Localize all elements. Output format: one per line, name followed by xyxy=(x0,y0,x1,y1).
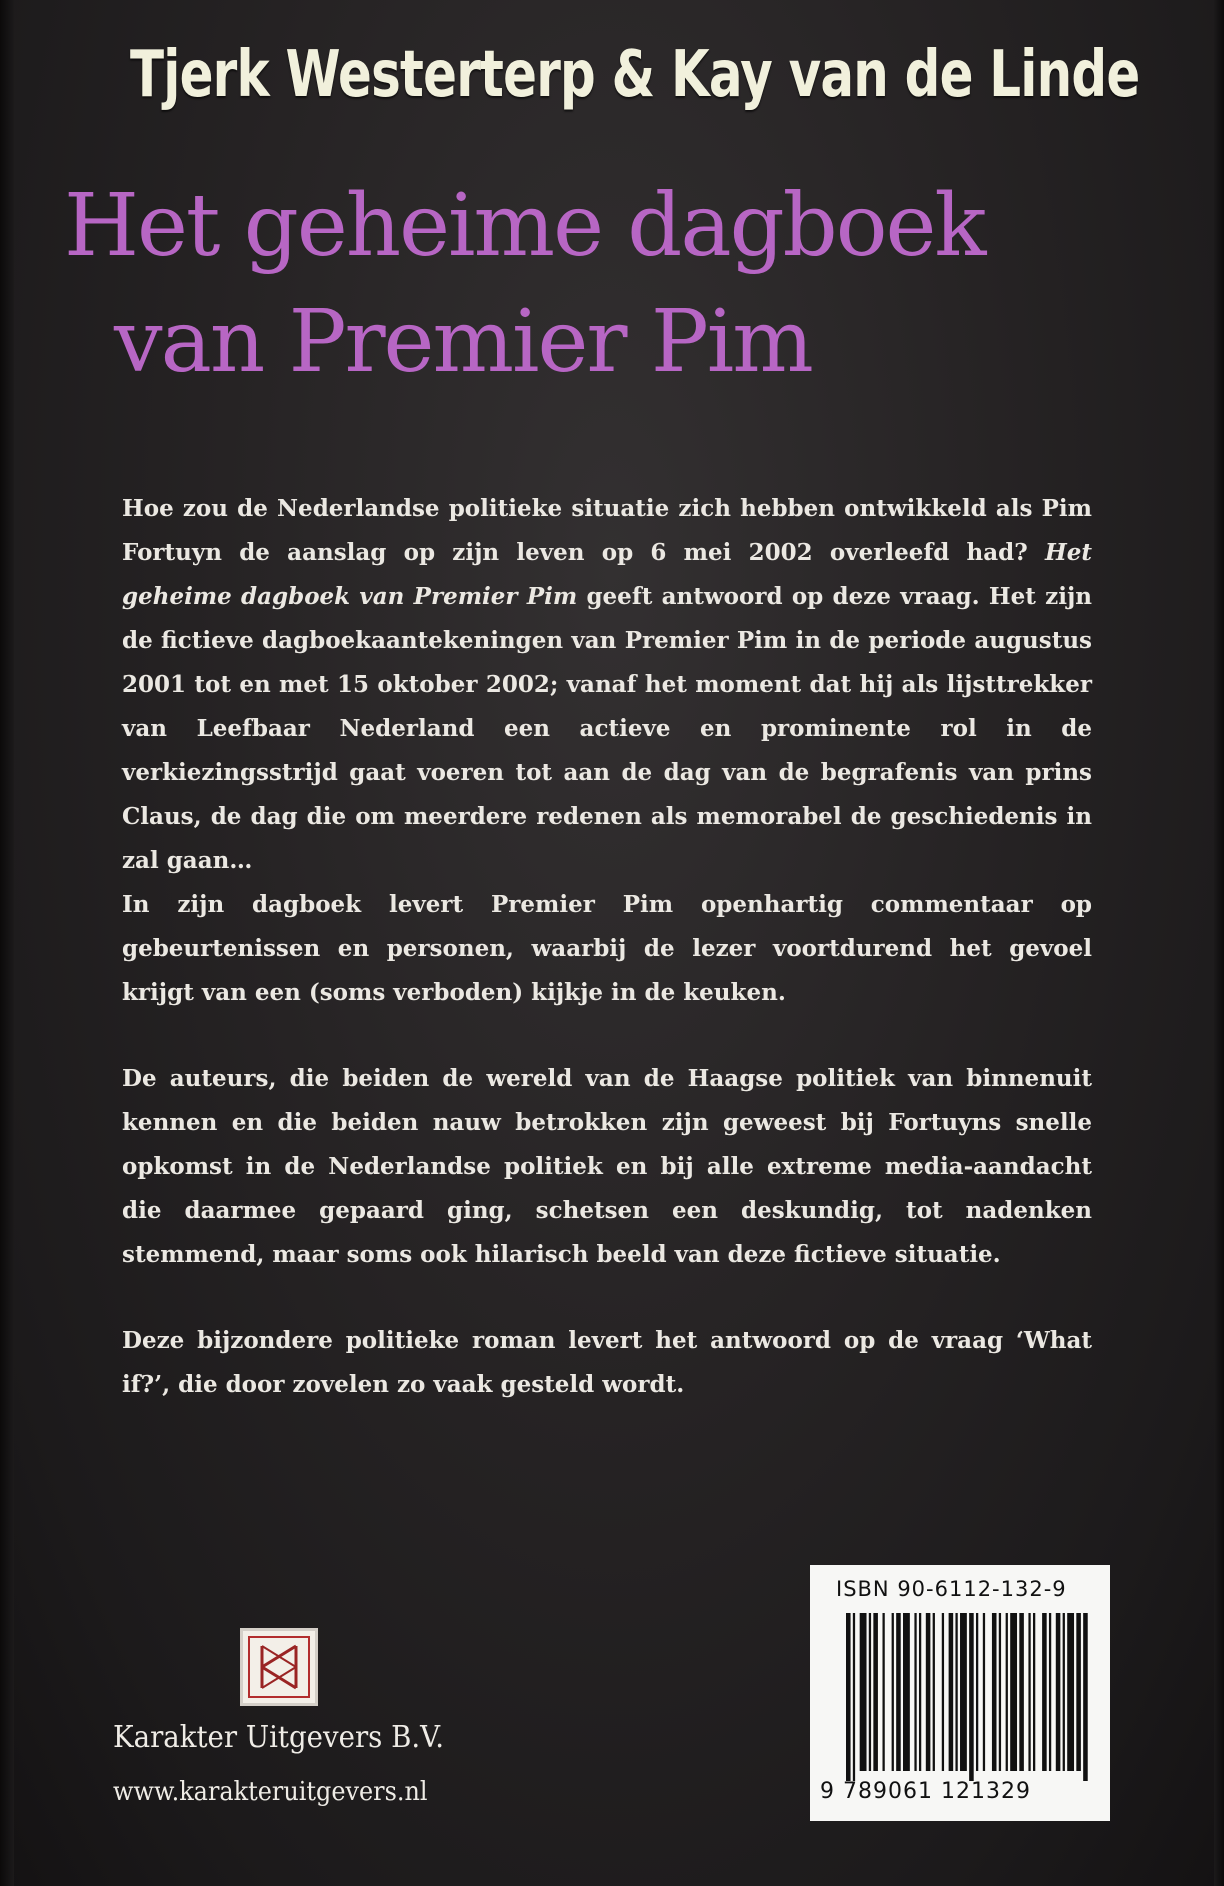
barcode-bar xyxy=(1042,1613,1047,1771)
barcode-bar xyxy=(873,1613,878,1771)
barcode-bar xyxy=(1083,1613,1088,1781)
barcode-bar xyxy=(1049,1613,1051,1771)
barcode-bar xyxy=(1063,1613,1065,1771)
barcode-bar xyxy=(903,1613,910,1771)
blurb xyxy=(122,487,1092,1449)
barcode-bar xyxy=(942,1613,944,1771)
cover-right-edge xyxy=(1214,0,1224,1886)
barcode-bar xyxy=(949,1613,954,1771)
barcode-bar xyxy=(896,1613,901,1771)
barcode-bar xyxy=(1019,1613,1024,1771)
barcode-bar xyxy=(869,1613,871,1771)
barcode-bar xyxy=(860,1613,867,1771)
barcode-bar xyxy=(955,1613,957,1771)
book-title-line-1: Het geheime dagboek xyxy=(64,176,985,276)
barcode-bar xyxy=(969,1613,974,1781)
blurb-paragraph-3: Deze bijzondere politieke roman levert het antwoord op de vraag ‘What if?’, die door zovelen zo vaak gesteld wordt. xyxy=(122,1327,1092,1398)
barcode-bar xyxy=(1010,1613,1017,1771)
publisher-logo xyxy=(240,1628,318,1706)
barcode-bar xyxy=(992,1613,997,1771)
blurb-paragraph-2: De auteurs, die beiden de wereld van de Haagse politiek van binnenuit kennen en die beiden nauw betrokken zijn geweest bij Fortuyns snelle opkomst in de Nederlandse politiek en bij alle extreme media-aandacht die daarmee gepaard ging, schetsen een deskundig, tot nadenken stemmend, maar soms ook hilarisch beeld van deze fictieve situatie. xyxy=(122,1065,1092,1268)
barcode-bar xyxy=(853,1613,855,1781)
barcode-bar xyxy=(1033,1613,1035,1771)
barcode-bar xyxy=(999,1613,1001,1771)
publisher-website: www.karakteruitgevers.nl xyxy=(113,1777,428,1807)
barcode-bar xyxy=(914,1613,916,1771)
barcode-digits: 9 789061 121329 xyxy=(820,1779,1031,1804)
barcode-bar xyxy=(1028,1613,1030,1771)
barcode-bar xyxy=(960,1613,967,1771)
barcode-bar xyxy=(919,1613,921,1771)
blurb-p1-intro: Hoe zou de Nederlandse politieke situatie zich hebben ontwikkeld als Pim Fortuyn de aanslag op zijn leven op 6 mei 2002 overleefd had? xyxy=(122,495,1092,566)
isbn-barcode-label xyxy=(810,1565,1110,1821)
barcode-bar xyxy=(1067,1613,1074,1771)
barcode-bar xyxy=(976,1613,978,1771)
barcode-icon xyxy=(846,1613,1090,1781)
author-names: Tjerk Westerterp & Kay van de Linde xyxy=(130,38,1140,112)
barcode-bar xyxy=(846,1613,851,1781)
book-title-line-2: van Premier Pim xyxy=(114,292,812,392)
blurb-p1-title-italic: Het geheime dagboek van Premier Pim xyxy=(122,539,1092,610)
barcode-bar xyxy=(1076,1613,1081,1771)
publisher-name: Karakter Uitgevers B.V. xyxy=(113,1720,445,1755)
blurb-p1-body: geeft antwoord op deze vraag. Het zijn de fictieve dagboekaantekeningen van Premier Pim in de periode augustus 2001 tot en met 15 oktober 2002; vanaf het moment dat hij als lijsttrekker van Leefbaar Nederland een actieve en prominente rol in de verkiezingsstrijd gaat voeren tot aan de dag van de begrafenis van prins Claus, de dag die om meerdere redenen als memorabel de geschiedenis in zal gaan… xyxy=(122,583,1092,874)
barcode-bar xyxy=(983,1613,985,1771)
publisher-logo-mark-icon xyxy=(248,1636,310,1698)
barcode-bar xyxy=(892,1613,894,1771)
barcode-bar xyxy=(882,1613,884,1771)
barcode-bar xyxy=(1056,1613,1061,1771)
barcode-bar xyxy=(933,1613,935,1771)
barcode-bar xyxy=(926,1613,931,1771)
isbn-number: ISBN 90-6112-132-9 xyxy=(836,1577,1067,1601)
cover-left-edge xyxy=(0,0,14,1886)
blurb-paragraph-1 xyxy=(122,487,1092,1015)
blurb-p1-continuation: In zijn dagboek levert Premier Pim openhartig commentaar op gebeurtenissen en personen, waarbij de lezer voortdurend het gevoel krijgt van een (soms verboden) kijkje in de keuken. xyxy=(122,891,1092,1006)
barcode-bar xyxy=(1006,1613,1008,1771)
book-title xyxy=(64,168,1164,400)
